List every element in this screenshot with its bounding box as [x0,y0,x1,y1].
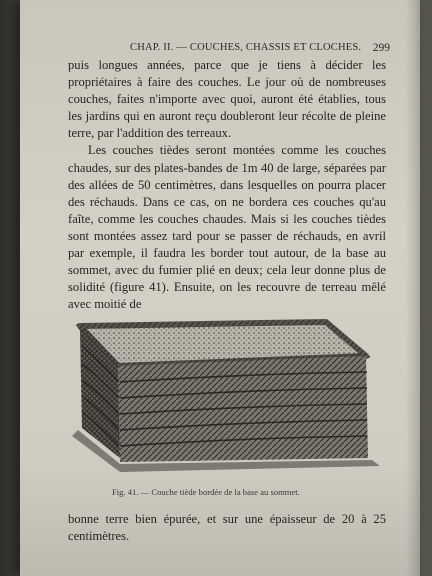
paragraph-2: Les couches tièdes seront montées comme les couches chaudes, sur des plates-bandes de 1m 40 de large, séparées par des allées de 50 centimètres, dans lesquelles on pourra placer des réchauds. Dans ce cas, on ne bordera ces couches qu'au faîte, comme les couches chaudes. Mais si les couches tièdes sont montées assez tard pour se passer de réchauds, en avril par exemple, il faudra les border tout autour, de la base au sommet, avec du fumier plié en deux; cela leur donne plus de solidité (figure 41). Ensuite, on les recouvre de terreau mêlé avec moitié de [68,143,386,312]
hotbed-engraving [62,316,386,476]
body-text-bottom [68,511,386,545]
paragraph-1: puis longues années, parce que je tiens à décider les propriétaires à faire des couches. Le jour où de nombreuses couches, faites n'importe avec quoi, auront été établies, tous les jardins qui en auront reçu doubleront leur récolte de pleine terre, par l'addition des terreaux. [68,58,386,141]
body-text-top [68,57,386,313]
running-title: CHAP. II. — COUCHES, CHASSIS ET CLOCHES. [130,42,362,53]
figure-41-illustration [62,316,386,476]
paragraph-continuation: bonne terre bien épurée, et sur une épaisseur de 20 à 25 centimètres. [68,512,386,544]
book-page [20,0,420,576]
figure-caption: Fig. 41. — Couche tiède bordée de la base au sommet. [112,487,300,497]
page-header [68,42,390,56]
page-number: 299 [372,42,390,54]
